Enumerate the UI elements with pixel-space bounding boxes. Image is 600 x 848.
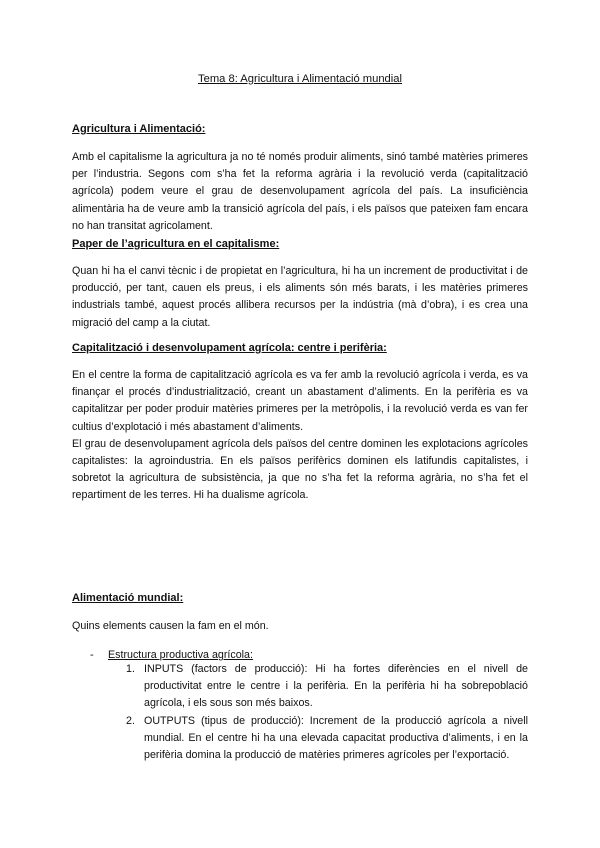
- paragraph-text-1: En el centre la forma de capitalització agrícola es va fer amb la revolució agrícola i verda, es va finançar el procés d’industrialització, creant un abastament d’aliments. En la perifèria es va capitalitzar per poder produir matèries primeres per la metròpolis, i la revolució verda es van fer cultius d’explotació i més abastament d’aliments.: [72, 369, 528, 433]
- list-label-estructura: Estructura productiva agrícola:: [108, 649, 253, 661]
- section-heading-capitalitzacio: Capitalització i desenvolupament agrícola: centre i perifèria:: [72, 342, 387, 354]
- alimentacio-intro: Quins elements causen la fam en el món.: [72, 620, 269, 632]
- list-item-text: INPUTS (factors de producció): Hi ha fortes diferències en el nivell de productivitat entre le centre i la perifèria. En la perifèria hi ha sobrepoblació agrícola, i els sous son més baixos.: [144, 663, 528, 710]
- list-item: [126, 661, 528, 713]
- numbered-list: [126, 661, 528, 764]
- paragraph-text: Amb el capitalisme la agricultura ja no té només produir aliments, sinó també matèries primeres per l’industria. Segons com s’ha fet la reforma agrària i la revolució verda (capitalització agrícola) podem veure el grau de desenvolupament agrícola del país. La insuficiència alimentària ha de veure amb la transició agrícola del país, i els països que pateixen fam encara no han transitat agricolament.: [72, 151, 528, 232]
- section-heading-alimentacio: Alimentació mundial:: [72, 592, 184, 604]
- section-heading-agricultura: Agricultura i Alimentació:: [72, 123, 206, 135]
- paragraph-text-2: El grau de desenvolupament agrícola dels països del centre dominen les explotacions agrícoles capitalistes: la agroindustria. En els països perifèrics dominen els latifundis capitalistes, i sobretot la agricultura de subsistència, ja que no s’ha fet la reforma agrària, no s’ha fet el repartiment de les terres. Hi ha dualisme agrícola.: [72, 437, 528, 502]
- paragraph-agricultura: [72, 149, 528, 235]
- list-dash-bullet: -: [90, 649, 94, 661]
- paragraph-text: Quan hi ha el canvi tècnic i de propietat en l’agricultura, hi ha un increment de productivitat i de producció, per tant, cauen els preus, i els aliments són més barats, i les matèries primeres industrials també, aquest procés allibera recursos per la indústria (mà d’obra), i es crea una migració del camp a la ciutat.: [72, 265, 528, 329]
- page-title: Tema 8: Agricultura i Alimentació mundial: [198, 73, 402, 85]
- list-item: [126, 713, 528, 765]
- paragraph-capitalitzacio: [72, 367, 528, 505]
- list-item-number: 2.: [126, 714, 135, 727]
- paragraph-paper: [72, 263, 528, 332]
- list-item-number: 1.: [126, 663, 135, 675]
- list-item-text: OUTPUTS (tipus de producció): Increment de la producció agrícola a nivell mundial. En el centre hi ha una elevada capacitat productiva d’aliments, i en la perifèria domina la producció de matèries primeres agrícoles per l’exportació.: [144, 714, 528, 762]
- section-heading-paper: Paper de l’agricultura en el capitalisme:: [72, 238, 280, 250]
